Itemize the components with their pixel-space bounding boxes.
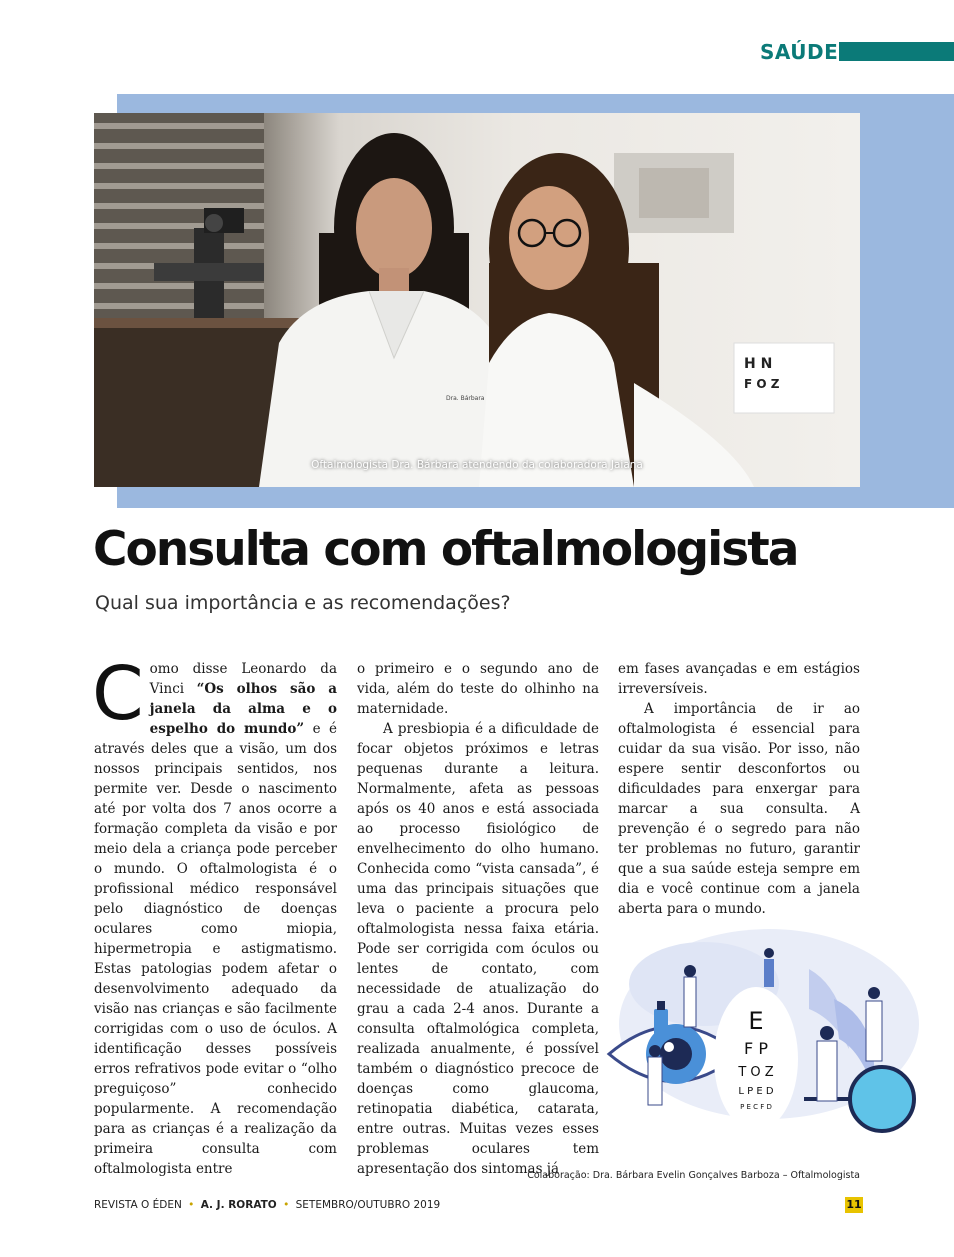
col2-paragraph-1: o primeiro e o segundo ano de vida, além do teste do olhinho na maternidade.: [357, 661, 599, 717]
chart-row-4: L P E D: [738, 1086, 774, 1097]
chart-row-5: P E C F D: [740, 1103, 772, 1111]
article-column-1: [92, 651, 337, 1179]
magazine-name: REVISTA O ÉDEN: [94, 1199, 182, 1211]
photo-illustration: [94, 113, 860, 487]
footer-separator-2: •: [283, 1199, 290, 1211]
col3-paragraph-1: em fases avançadas e em estágios irreversíveis.: [618, 661, 860, 697]
ophthalmology-illustration: [604, 929, 922, 1135]
svg-text:F O Z: F O Z: [744, 377, 780, 391]
section-bar: [839, 42, 954, 61]
footer-separator-1: •: [188, 1199, 195, 1211]
article-subtitle: Qual sua importância e as recomendações?: [95, 592, 511, 614]
page-footer: [94, 1199, 440, 1211]
article-title: Consulta com oftalmologista: [93, 522, 798, 577]
chart-row-1: E: [748, 1007, 764, 1035]
page-number: 11: [846, 1198, 862, 1211]
article-photo: [94, 113, 860, 487]
company-name: A. J. RORATO: [200, 1199, 277, 1211]
svg-text:H N: H N: [744, 356, 773, 372]
chart-row-2: F P: [744, 1039, 768, 1058]
chart-row-3: T O Z: [738, 1065, 774, 1080]
col1-text-a: omo disse Leonardo da Vinci: [149, 661, 337, 697]
glasses-icon: [850, 1067, 914, 1131]
coat-label: Dra. Bárbara: [446, 395, 485, 402]
section-label: SAÚDE: [760, 40, 839, 64]
col2-paragraph-2: A presbiopia é a dificuldade de focar objetos próximos e letras pequenas durante a leitura. Normalmente, afeta as pessoas após os 40 anos e está associada ao processo fisiológico de envelhecimento do olho humano. Conhecida como “vista cansada”, é uma das principais situações que leva o paciente a procura pelo oftalmologista nessa faixa etária. Pode ser corrigida com óculos ou lentes de contato, com necessidade de atualização do grau a cada 2-4 anos. Durante a consulta oftalmológica completa, realizada anualmente, é possível também o diagnóstico precoce de doenças como glaucoma, retinopatia diabética, catarata, entre outras. Muitas vezes esses problemas oculares tem apresentação dos sintomas já: [357, 721, 599, 1177]
article-column-3: [618, 659, 860, 919]
article-column-2: [357, 659, 599, 1179]
article-credit: Colaboração: Dra. Bárbara Evelin Gonçalves Barboza – Oftalmologista: [527, 1170, 860, 1181]
photo-caption: Oftalmologista Dra. Bárbara atendendo da colaboradora Jaiana: [311, 459, 643, 471]
leonardo-quote: “Os olhos são a janela da alma e o espelho do mundo”: [149, 681, 337, 737]
drop-cap: C: [92, 651, 144, 737]
issue-date: SETEMBRO/OUTUBRO 2019: [295, 1199, 441, 1211]
col1-text-b: e é através deles que a visão, um dos nossos principais sentidos, nos permite ver. Desde o nascimento até por volta dos 7 anos ocorre a formação completa da visão e por meio dela a criança pode perceber o mundo. O oftalmologista é o profissional médico responsável pelo diagnóstico de doenças oculares como miopia, hipermetropia e astigmatismo. Estas patologias podem afetar o desenvolvimento adequado da visão nas crianças e são facilmente corrigidas com o uso de óculos. A identificação desses possíveis erros refrativos pode evitar o “olho preguiçoso” conhecido popularmente. A recomendação para as crianças é a realização da primeira consulta com oftalmologista entre: [94, 721, 337, 1177]
col3-paragraph-2: A importância de ir ao oftalmologista é essencial para cuidar da sua visão. Por isso, não espere sentir desconfortos ou dificuldades para enxergar para marcar a sua consulta. A prevenção é o segredo para não ter problemas no futuro, garantir que a sua saúde esteja sempre em dia e você continue com a janela aberta para o mundo.: [618, 701, 860, 917]
